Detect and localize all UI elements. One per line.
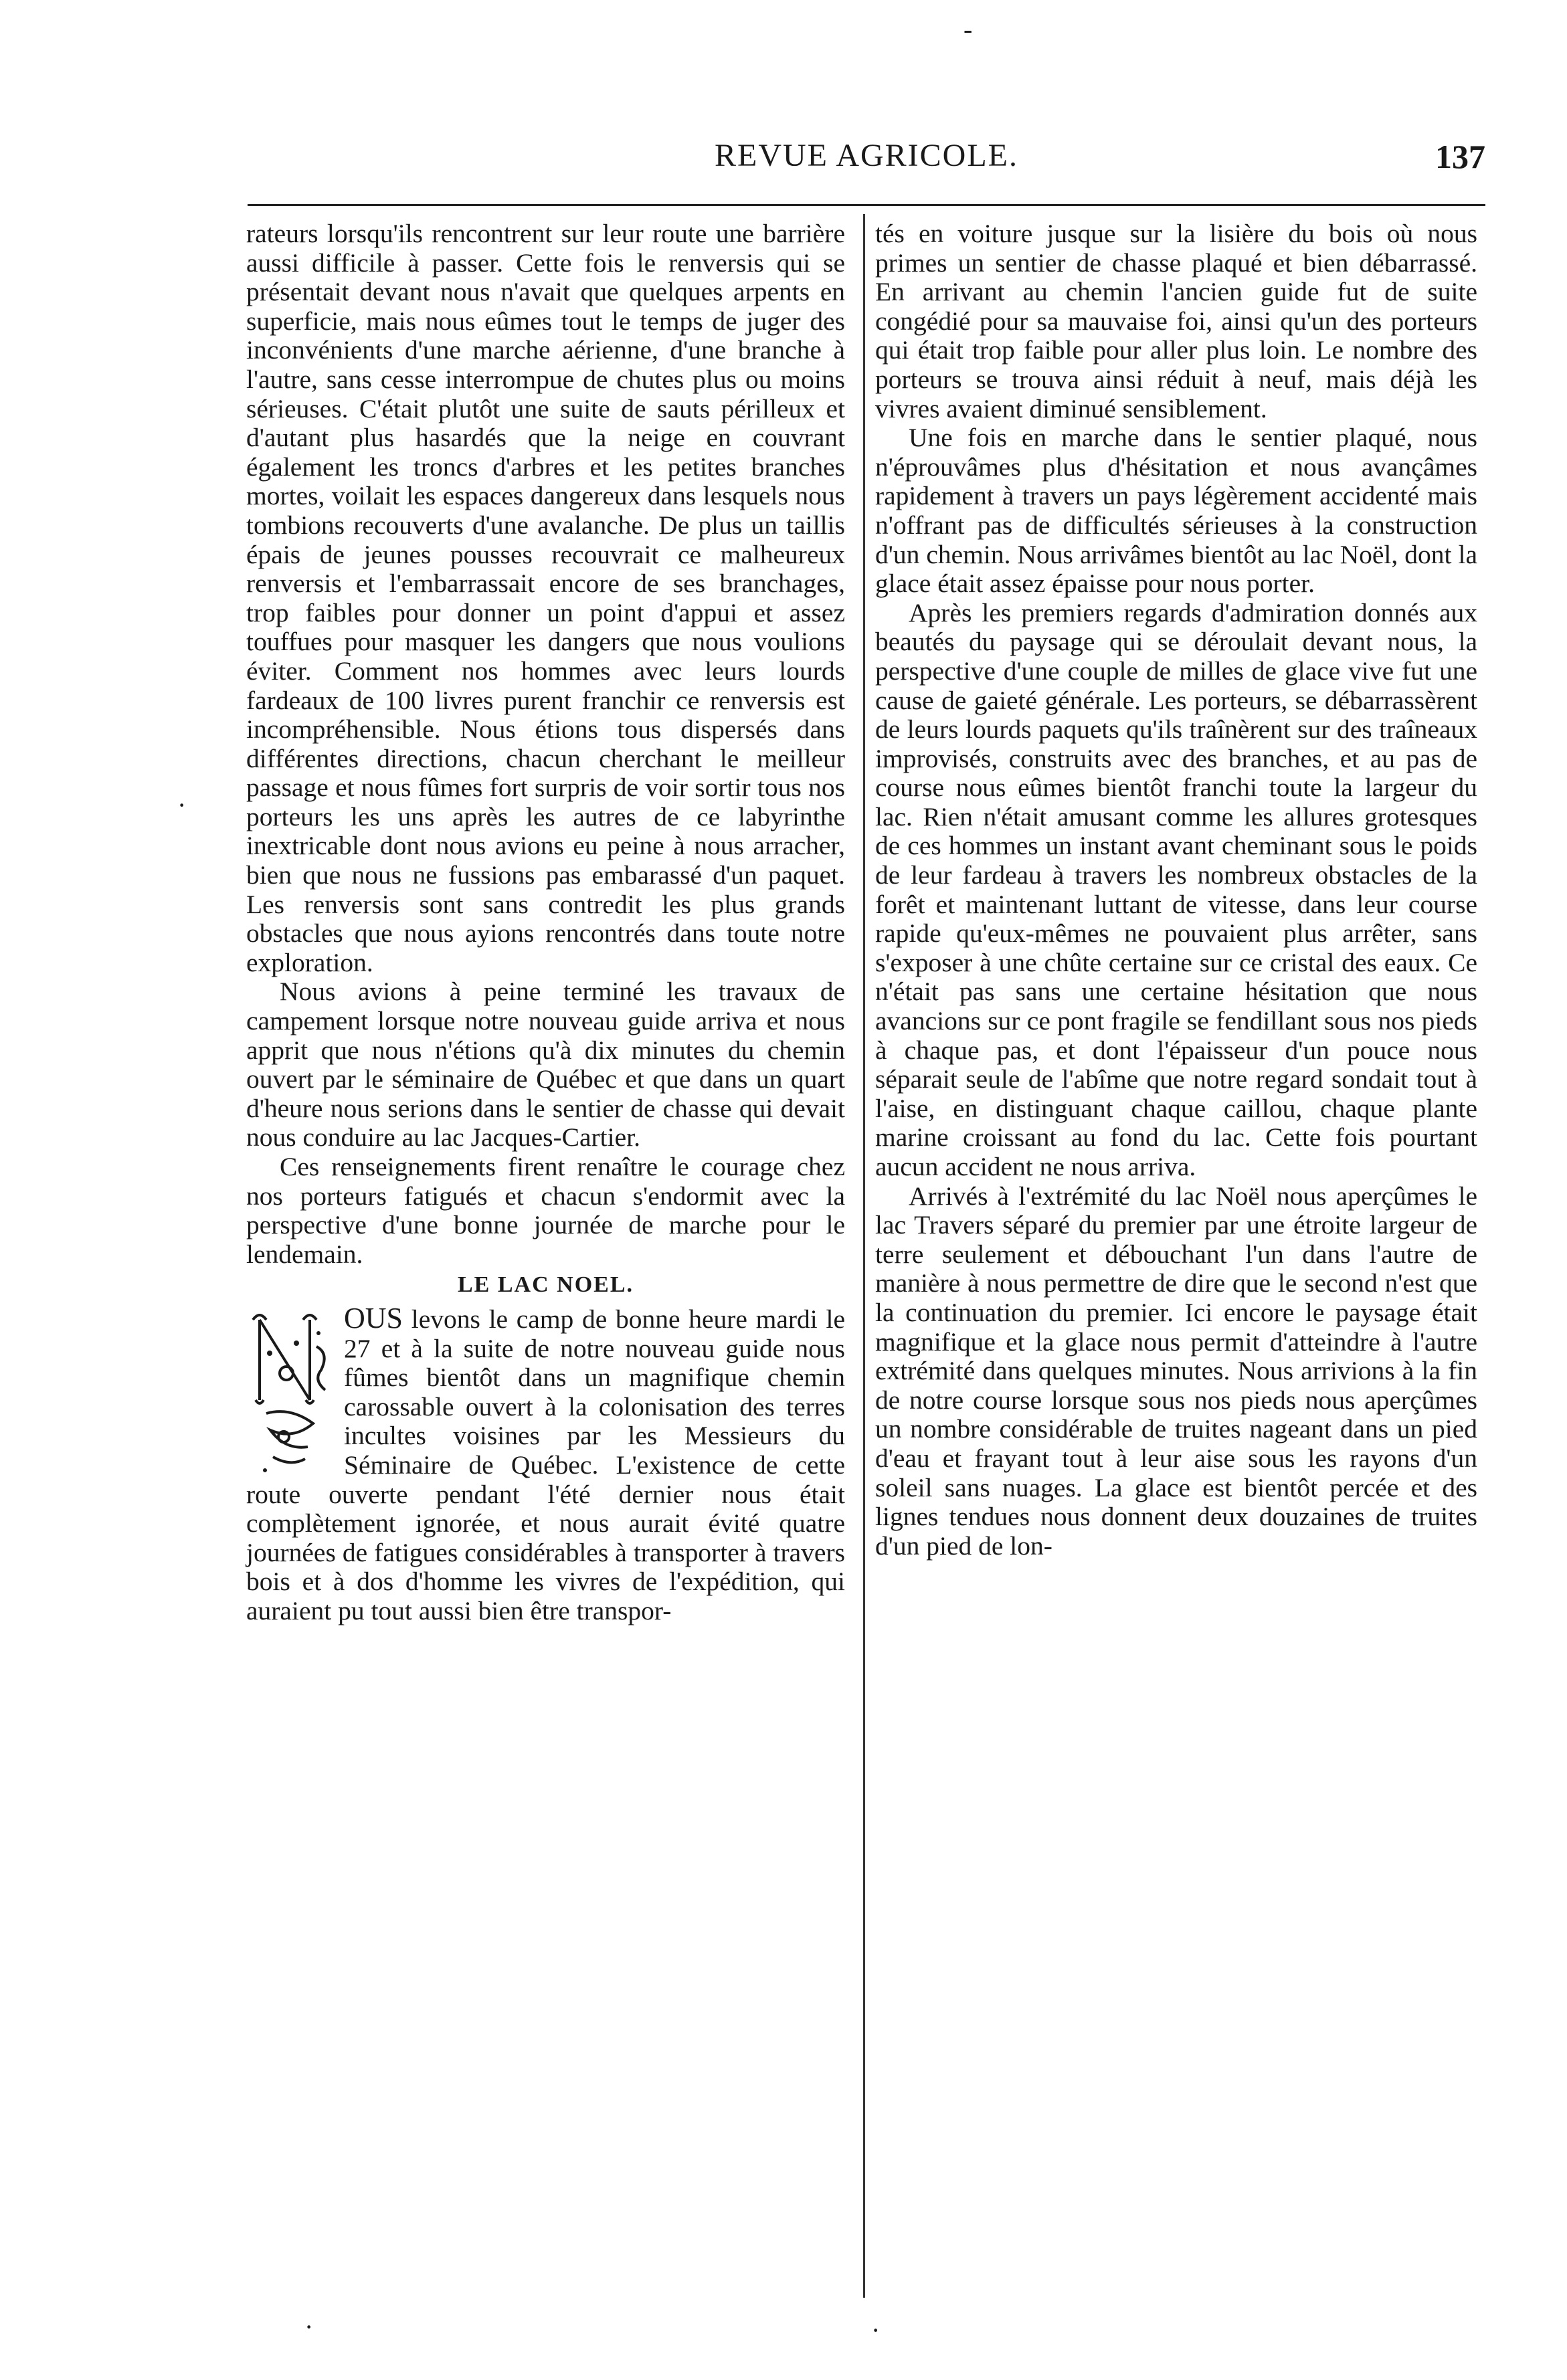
paragraph: Une fois en marche dans le sentier plaqué, nous n'éprouvâmes plus d'hésitation et nous avançâmes rapidement à travers un pays légèrement accidenté mais n'offrant pas de difficultés sérieuses à la construction d'un chemin. Nous arrivâmes bientôt au lac Noël, dont la glace était assez épaisse pour nous porter. [875, 423, 1477, 599]
running-head [248, 137, 1485, 184]
column-divider [863, 214, 865, 2298]
header-rule [248, 204, 1485, 206]
paragraph: rateurs lorsqu'ils rencontrent sur leur route une barrière aussi difficile à passer. Cette fois le renversis qui se présentait devant nous n'avait que quelques arpents en superficie, mais nous eûmes tout le temps de juger des inconvénients d'une marche aérienne, d'une branche à l'autre, sans cesse interrompue de chutes plus ou moins sérieuses. C'était plutôt une suite de sauts périlleux et d'autant plus hasardés que la neige en couvrant également les troncs d'arbres et les petites branches mortes, voilait les espaces dangereux dans lesquels nous tombions recouverts d'une avalanche. De plus un taillis épais de jeunes pousses recouvrait ce malheureux renversis et l'embarrassait encore de ses branchages, trop faibles pour donner un point d'appui et assez touffues pour masquer les dangers que nous voulions éviter. Comment nos hommes avec leurs lourds fardeaux de 100 livres purent franchir ce renversis est incompréhensible. Nous étions tous dispersés dans différentes directions, chacun cherchant le meilleur passage et nous fûmes fort surpris de voir sortir tous nos porteurs les uns après les autres de ce labyrinthe inextricable dont nous avions eu peine à nous arracher, bien que nous ne fussions pas embarassé d'un paquet. Les renversis sont sans contredit les plus grands obstacles que nous ayions rencontrés dans toute notre exploration. [246, 219, 845, 977]
print-mark: · [871, 2315, 881, 2345]
right-column [875, 219, 1477, 1561]
lead-word: OUS [344, 1301, 403, 1334]
print-mark: · [177, 790, 187, 820]
paragraph: Arrivés à l'extrémité du lac Noël nous aperçûmes le lac Travers séparé du premier par une étroite largeur de terre seulement et débouchant l'un dans l'autre de manière à nous permettre de dire que le second n'est que la continuation du premier. Ici encore le paysage était magnifique et la glace nous permit d'atteindre à l'autre extrémité dans quelques minutes. Nous arrivions à la fin de notre course lorsque sous nos pieds nous aperçûmes un nombre considérable de truites nageant dans un pied d'eau et frayant tout à leur aise sous les rayons d'un soleil sans nuages. La glace est bientôt percée et des lignes tendues nous donnent deux douzaines de truites d'un pied de lon- [875, 1181, 1477, 1561]
paragraph-with-dropcap [246, 1301, 845, 1626]
ornate-letter-n-icon [246, 1306, 335, 1477]
paragraph: Ces renseignements firent renaître le courage chez nos porteurs fatigués et chacun s'endormit avec la perspective d'une bonne journée de marche pour le lendemain. [246, 1152, 845, 1269]
print-mark: · [304, 2312, 314, 2342]
paragraph-text: levons le camp de bonne heure mardi le 27 et à la suite de notre nouveau guide nous fûmes bientôt dans un magnifique chemin carossable ouvert à la colonisation des terres incultes voisines par les Messieurs du Séminaire de Québec. L'existence de cette route ouverte pendant l'été dernier nous était complètement ignorée, et nous aurait évité quatre journées de fatigues considérables à transporter à travers bois et à dos d'homme les vivres de l'expédition, qui auraient pu tout aussi bien être transpor- [246, 1304, 845, 1625]
paragraph: tés en voiture jusque sur la lisière du bois où nous primes un sentier de chasse plaqué et bien débarrassé. En arrivant au chemin l'ancien guide fut de suite congédié pour sa mauvaise foi, ainsi qu'un des porteurs qui était trop faible pour aller plus loin. Le nombre des porteurs se trouva ainsi réduit à neuf, mais déjà les vivres avaient diminué sensiblement. [875, 219, 1477, 423]
section-heading: LE LAC NOEL. [458, 1272, 634, 1298]
paragraph: Après les premiers regards d'admiration donnés aux beautés du paysage qui se déroulait devant nous, la perspective d'une couple de milles de glace vive fut une cause de gaieté générale. Les porteurs, se débarrassèrent de leurs lourds paquets qu'ils traînèrent sur des traîneaux improvisés, construits avec des branches, et au pas de course nous eûmes bientôt franchi toute la largeur du lac. Rien n'était amusant comme les allures grotesques de ces hommes un instant avant cheminant sous le poids de leur fardeau à travers les nombreux obstacles de la forêt et maintenant luttant de vitesse, dans leur course rapide qu'eux-mêmes ne pouvaient plus arrêter, sans s'exposer à une chûte certaine sur ce cristal des eaux. Ce n'était pas sans une certaine hésitation que nous avancions sur ce pont fragile se fendillant sous nos pieds à chaque pas, et dont l'épaisseur d'un pouce nous séparait seule de l'abîme que notre regard sondait tout à l'aise, en distinguant chaque caillou, chaque plante marine croissant au fond du lac. Cette fois pourtant aucun accident ne nous arriva. [875, 597, 1477, 1181]
print-mark: - [963, 14, 973, 44]
page-number: 137 [1435, 138, 1485, 175]
left-column [246, 219, 845, 1626]
running-title: REVUE AGRICOLE. [715, 138, 1018, 173]
paragraph: Nous avions à peine terminé les travaux de campement lorsque notre nouveau guide arriva et nous apprit que nous n'étions qu'à dix minutes du chemin ouvert par le séminaire de Québec et que dans un quart d'heure nous serions dans le sentier de chasse qui devait nous conduire au lac Jacques-Cartier. [246, 977, 845, 1153]
